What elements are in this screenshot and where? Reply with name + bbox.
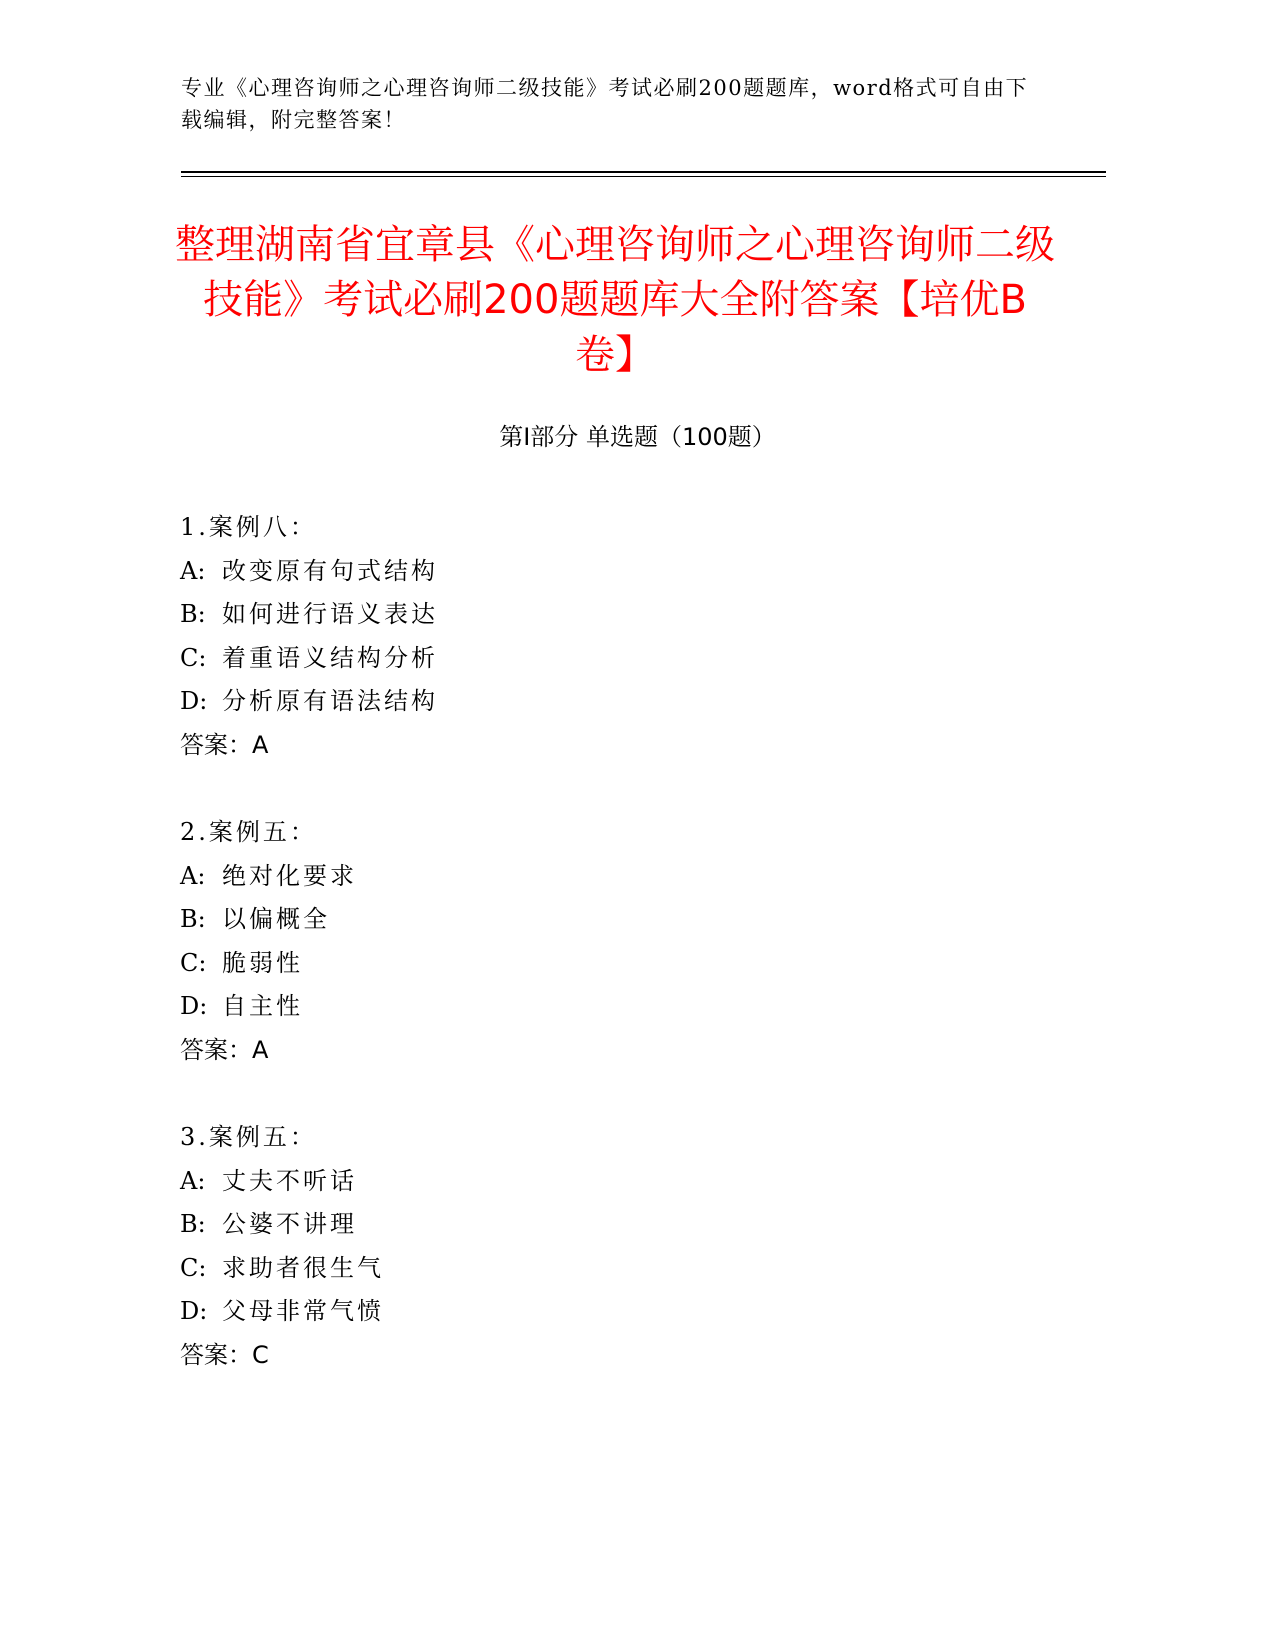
option-text: 父母非常气愤 [222,1297,384,1325]
question-list [180,506,1080,1421]
option-b [180,898,1080,942]
header-note: 专业《心理咨询师之心理咨询师二级技能》考试必刷200题题库，word格式可自由下载编辑，附完整答案！ [181,76,1029,132]
option-text: 改变原有句式结构 [222,556,438,585]
section-heading: 第Ⅰ部分 单选题（100题） [499,423,776,451]
option-letter: C: [180,948,207,977]
answer-line: 答案：C [180,1340,269,1369]
option-letter: D: [180,1297,208,1325]
option-b [180,1203,1080,1247]
option-text: 分析原有语法结构 [222,687,438,715]
option-text: 绝对化要求 [222,861,357,890]
answer-line: 答案：A [180,730,269,759]
header-divider-thick [181,171,1106,173]
option-c [180,637,1080,681]
question-1 [180,506,1080,767]
option-d [180,1290,1080,1334]
option-b [180,593,1080,637]
question-stem: 3.案例五： [180,1123,317,1151]
option-letter: B: [180,1210,206,1238]
option-a [180,550,1080,594]
question-stem: 1.案例八： [180,513,317,541]
option-text: 脆弱性 [222,948,303,977]
option-text: 以偏概全 [222,905,330,933]
option-text: 如何进行语义表达 [222,600,438,628]
option-letter: D: [180,687,208,715]
option-text: 丈夫不听话 [222,1166,357,1195]
option-text: 公婆不讲理 [222,1210,357,1238]
document-title: 整理湖南省宜章县《心理咨询师之心理咨询师二级技能》考试必刷200题题库大全附答案【培优B卷】 [175,222,1055,378]
option-letter: A: [180,861,206,890]
option-c [180,1247,1080,1291]
answer-line: 答案：A [180,1035,269,1064]
option-text: 自主性 [222,992,303,1020]
option-a [180,1160,1080,1204]
option-d [180,680,1080,724]
option-text: 着重语义结构分析 [222,643,438,672]
option-letter: B: [180,905,206,933]
option-letter: A: [180,1166,206,1195]
option-letter: D: [180,992,208,1020]
option-text: 求助者很生气 [222,1253,384,1282]
option-letter: C: [180,1253,207,1282]
option-a [180,855,1080,899]
option-letter: A: [180,556,206,585]
question-2 [180,811,1080,1072]
option-c [180,942,1080,986]
header-divider-thin [181,176,1106,177]
option-letter: C: [180,643,207,672]
question-3 [180,1116,1080,1377]
option-letter: B: [180,600,206,628]
question-stem: 2.案例五： [180,818,317,846]
option-d [180,985,1080,1029]
